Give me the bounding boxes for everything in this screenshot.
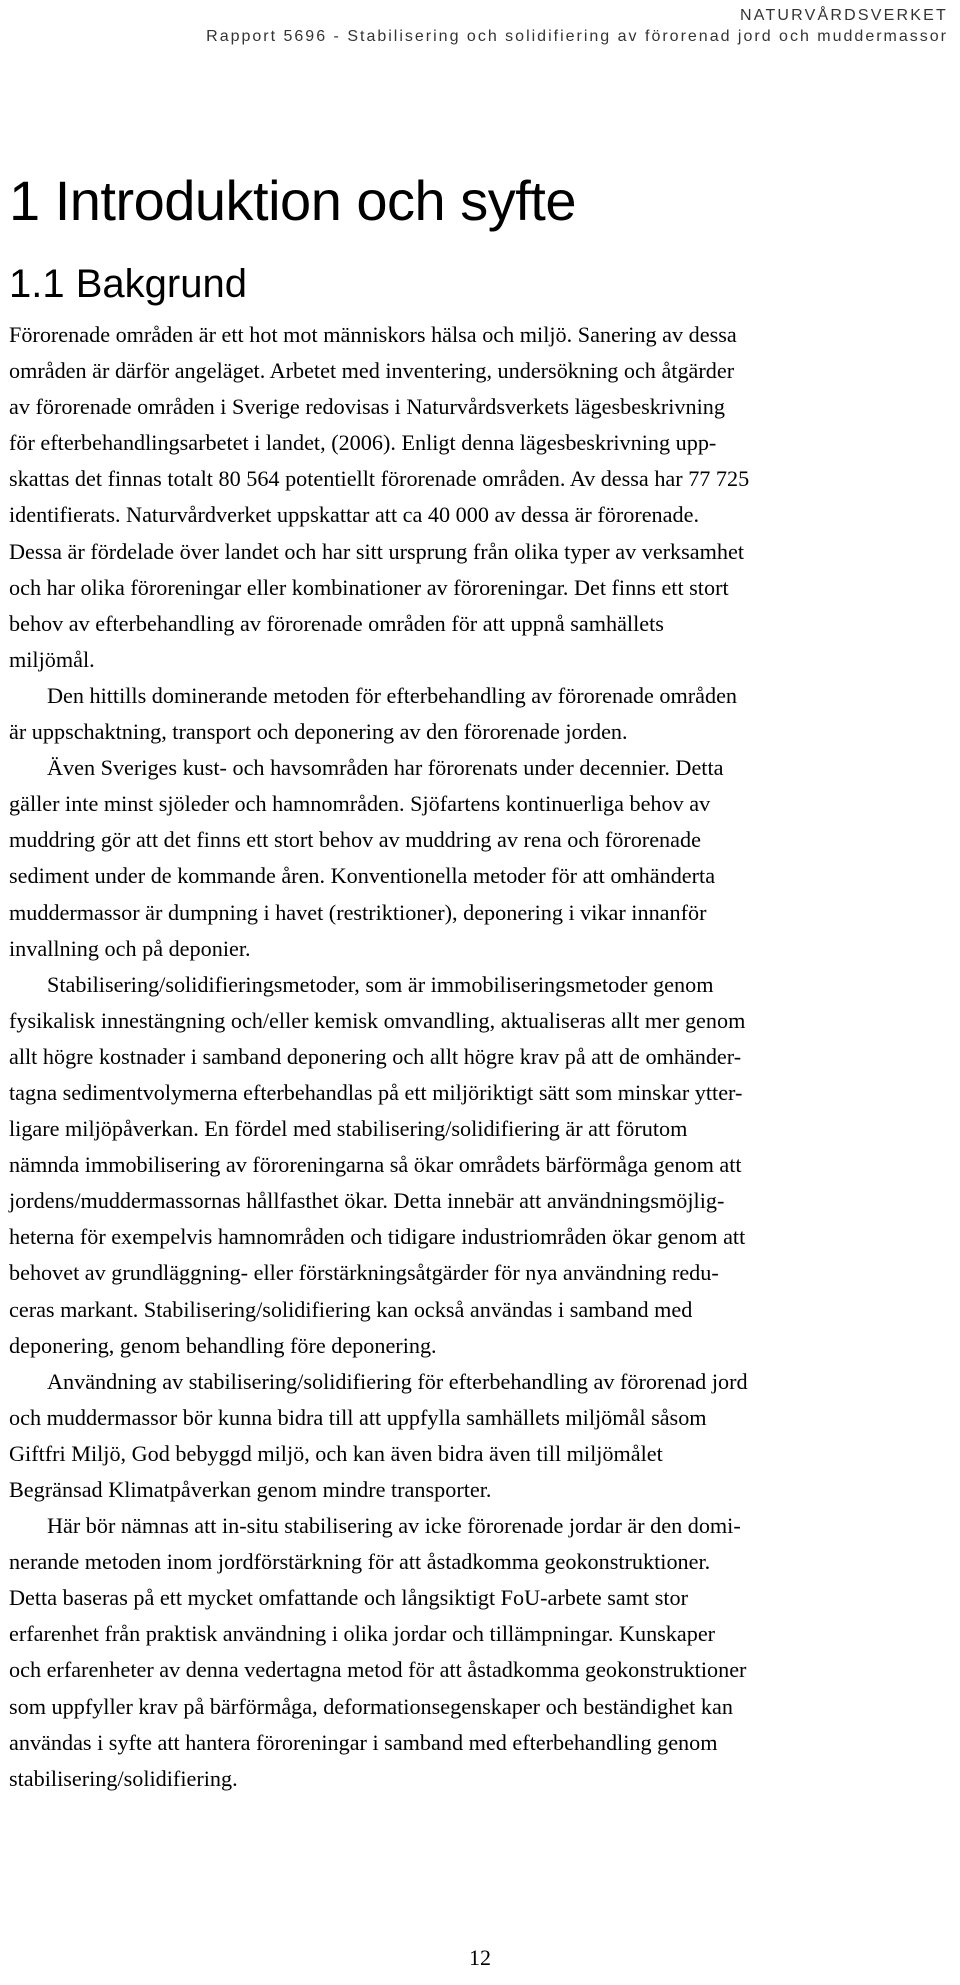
- body-line: gäller inte minst sjöleder och hamnområden. Sjöfartens kontinuerliga behov av: [9, 791, 711, 817]
- body-line: muddring gör att det finns ett stort behov av muddring av rena och förorenade: [9, 827, 701, 853]
- body-line: och muddermassor bör kunna bidra till att uppfylla samhällets miljömål såsom: [9, 1404, 707, 1430]
- body-line: behovet av grundläggning- eller förstärkningsåtgärder för nya användning redu-: [9, 1260, 719, 1286]
- body-line: nämnda immobilisering av föroreningarna så ökar områdets bärförmåga genom att: [9, 1152, 742, 1178]
- body-line: för efterbehandlingsarbetet i landet, (2006). Enligt denna lägesbeskrivning upp-: [9, 430, 717, 456]
- body-line: Detta baseras på ett mycket omfattande och långsiktigt FoU-arbete samt stor: [9, 1585, 688, 1611]
- body-line: miljömål.: [9, 646, 95, 672]
- body-line: av förorenade områden i Sverige redovisas i Naturvårdsverkets lägesbeskrivning: [9, 394, 725, 420]
- body-line: stabilisering/solidifiering.: [9, 1765, 238, 1791]
- body-line: ceras markant. Stabilisering/solidifiering kan också användas i samband med: [9, 1296, 693, 1322]
- body-line: Begränsad Klimatpåverkan genom mindre transporter.: [9, 1477, 492, 1502]
- body-line: skattas det finnas totalt 80 564 potentiellt förorenade områden. Av dessa har 77 725: [9, 466, 750, 492]
- body-line: Här bör nämnas att in-situ stabilisering av icke förorenade jordar är den domi-: [47, 1513, 741, 1539]
- body-line: deponering, genom behandling före deponering.: [9, 1332, 437, 1358]
- body-line: nerande metoden inom jordförstärkning för att åstadkomma geokonstruktioner.: [9, 1549, 711, 1575]
- body-line: Giftfri Miljö, God bebyggd miljö, och kan även bidra även till miljömålet: [9, 1440, 663, 1466]
- body-line: Förorenade områden är ett hot mot människors hälsa och miljö. Sanering av dessa: [9, 322, 737, 347]
- header-organization: NATURVÅRDSVERKET: [740, 7, 948, 24]
- running-header: [206, 6, 948, 48]
- page-number: 12: [469, 1945, 491, 1970]
- body-line: användas i syfte att hantera föroreningar i samband med efterbehandling genom: [9, 1729, 718, 1755]
- body-line: och erfarenheter av denna vedertagna metod för att åstadkomma geokonstruktioner: [9, 1657, 747, 1683]
- body-line: Dessa är fördelade över landet och har sitt ursprung från olika typer av verksamhet: [9, 538, 744, 564]
- body-line: behov av efterbehandling av förorenade områden för att uppnå samhällets: [9, 610, 664, 636]
- section-title: 1.1 Bakgrund: [9, 262, 247, 306]
- body-line: tagna sedimentvolymerna efterbehandlas på ett miljöriktigt sätt som minskar ytter-: [9, 1079, 743, 1105]
- body-line: Den hittills dominerande metoden för efterbehandling av förorenade områden: [47, 682, 738, 708]
- chapter-title: 1 Introduktion och syfte: [9, 169, 577, 232]
- body-line: och har olika föroreningar eller kombinationer av föroreningar. Det finns ett stort: [9, 574, 729, 600]
- body-line: erfarenhet från praktisk användning i olika jordar och tillämpningar. Kunskaper: [9, 1621, 716, 1647]
- body-text: [9, 317, 955, 1797]
- body-line: sediment under de kommande åren. Konventionella metoder för att omhänderta: [9, 863, 716, 889]
- body-line: jordens/muddermassornas hållfasthet ökar. Detta innebär att användningsmöjlig-: [9, 1188, 725, 1214]
- body-line: är uppschaktning, transport och deponering av den förorenade jorden.: [9, 719, 628, 745]
- body-line: heterna för exempelvis hamnområden och tidigare industriområden ökar genom att: [9, 1224, 746, 1250]
- body-line: Stabilisering/solidifieringsmetoder, som är immobiliseringsmetoder genom: [47, 971, 714, 997]
- body-line: ligare miljöpåverkan. En fördel med stabilisering/solidifiering är att förutom: [9, 1116, 688, 1142]
- body-line: identifierats. Naturvårdverket uppskattar att ca 40 000 av dessa är förorenade.: [9, 502, 699, 528]
- body-line: allt högre kostnader i samband deponering och allt högre krav på att de omhänder-: [9, 1043, 742, 1069]
- body-line: invallning och på deponier.: [9, 935, 251, 961]
- body-line: som uppfyller krav på bärförmåga, deformationsegenskaper och beständighet kan: [9, 1693, 733, 1719]
- body-line: Användning av stabilisering/solidifiering för efterbehandling av förorenad jord: [47, 1368, 748, 1394]
- body-line: muddermassor är dumpning i havet (restriktioner), deponering i vikar innanför: [9, 899, 707, 925]
- header-report-title: Rapport 5696 - Stabilisering och solidifiering av förorenad jord och muddermassor: [206, 28, 948, 45]
- body-line: områden är därför angeläget. Arbetet med inventering, undersökning och åtgärder: [9, 358, 735, 384]
- body-line: Även Sveriges kust- och havsområden har förorenats under decennier. Detta: [47, 755, 724, 781]
- body-line: fysikalisk innestängning och/eller kemisk omvandling, aktualiseras allt mer genom: [9, 1007, 746, 1033]
